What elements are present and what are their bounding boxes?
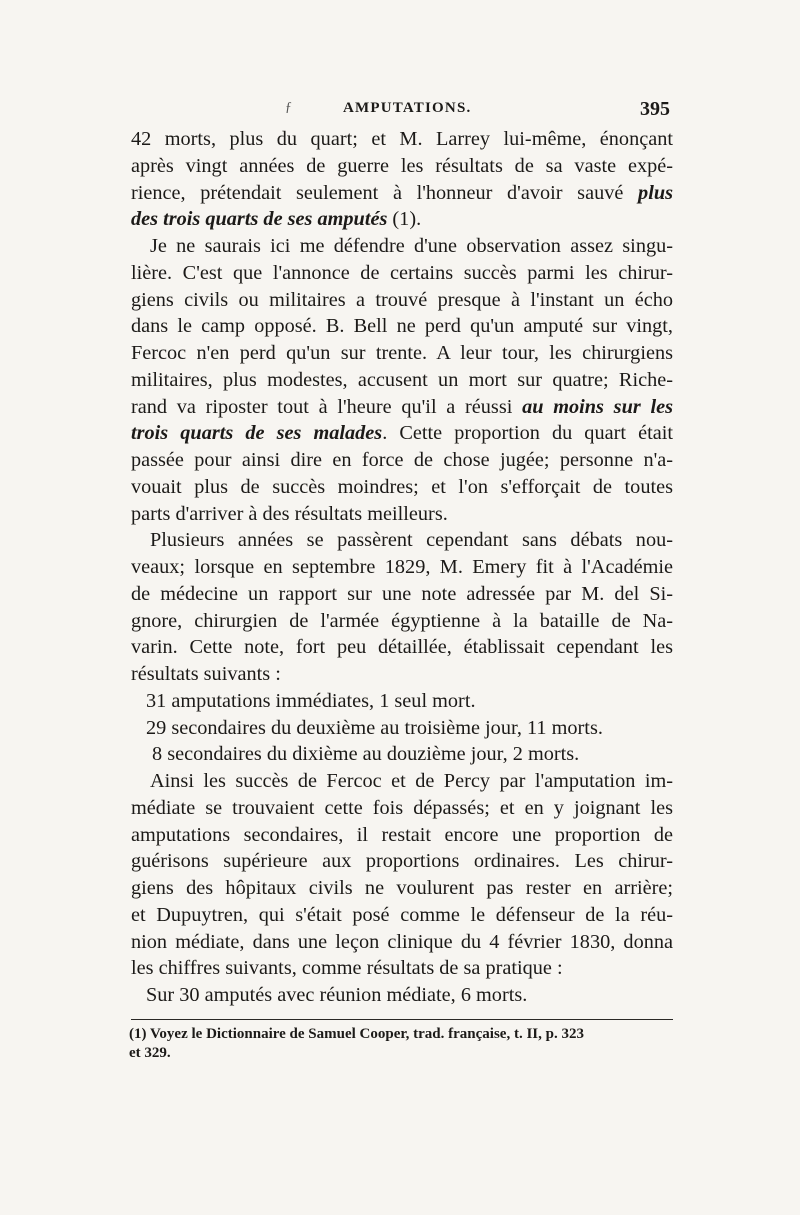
footnote-rule — [131, 1019, 673, 1020]
text-line: Ainsi les succès de Fercoc et de Percy par l'amputation im- — [150, 770, 673, 792]
footnote — [129, 1025, 674, 1063]
italic-text: des trois quarts de ses amputés — [131, 208, 388, 231]
text-line: veaux; lorsque en septembre 1829, M. Emery fit à l'Académie — [131, 556, 673, 578]
text-line: 42 morts, plus du quart; et M. Larrey lui-même, énonçant — [131, 128, 673, 150]
text-line: et Dupuytren, qui s'était posé comme le défenseur de la réu- — [131, 903, 673, 926]
stat-line: 8 secondaires du dixième au douzième jour, 2 morts. — [152, 743, 580, 766]
running-title: AMPUTATIONS. — [343, 100, 472, 116]
body-text — [131, 126, 673, 1009]
text-line: de médecine un rapport sur une note adressée par M. del Si- — [131, 582, 673, 605]
text-segment: . Cette proportion du quart était — [382, 422, 673, 445]
italic-text: plus — [638, 181, 673, 204]
text-line: Fercoc n'en perd qu'un sur trente. A leur tour, les chirurgiens — [131, 342, 673, 364]
footnote-ref: (1). — [387, 208, 422, 231]
text-line: Je ne saurais ici me défendre d'une observation assez singu- — [150, 235, 673, 257]
text-line: médiate se trouvaient cette fois dépassés; et en y joignant les — [131, 796, 673, 819]
text-line — [131, 394, 673, 421]
italic-text: trois quarts de ses malades — [131, 422, 383, 445]
text-line: les chiffres suivants, comme résultats de sa pratique : — [131, 957, 563, 980]
text-line: passée pour ainsi dire en force de chose jugée; personne n'a- — [131, 449, 673, 471]
text-line: Plusieurs années se passèrent cependant sans débats nou- — [150, 529, 673, 552]
text-line: militaires, plus modestes, accusent un mort sur quatre; Riche- — [131, 368, 673, 391]
text-line: lière. C'est que l'annonce de certains succès parmi les chirur- — [131, 261, 673, 284]
footnote-line: (1) Voyez le Dictionnaire de Samuel Cooper, trad. française, t. II, p. 323 — [129, 1026, 584, 1042]
text-line: giens civils ou militaires a trouvé presque à l'instant un écho — [131, 288, 673, 311]
stat-line: 31 amputations immédiates, 1 seul mort. — [146, 689, 476, 712]
text-line — [131, 180, 673, 207]
text-line: giens des hôpitaux civils ne voulurent pas rester en arrière; — [131, 877, 673, 899]
text-line — [131, 420, 673, 447]
header-mark: ƒ — [285, 100, 292, 115]
text-segment: rience, prétendait seulement à l'honneur d'avoir sauvé — [131, 181, 639, 204]
text-line: varin. Cette note, fort peu détaillée, établissait cependant les — [131, 636, 673, 659]
text-line: amputations secondaires, il restait encore une proportion de — [131, 823, 673, 846]
text-line — [131, 206, 673, 233]
text-line: guérisons supérieure aux proportions ordinaires. Les chirur- — [131, 850, 673, 873]
stat-line: 29 secondaires du deuxième au troisième jour, 11 morts. — [146, 716, 603, 739]
text-line: après vingt années de guerre les résultats de sa vaste expé- — [131, 154, 673, 177]
text-line: vouait plus de succès moindres; et l'on s'efforçait de toutes — [131, 475, 673, 498]
page-number: 395 — [640, 98, 670, 120]
text-line: gnore, chirurgien de l'armée égyptienne à la bataille de Na- — [131, 609, 673, 632]
running-header — [128, 98, 670, 122]
italic-text: au moins sur les — [522, 395, 673, 418]
text-line: résultats suivants : — [131, 663, 281, 685]
text-line: dans le camp opposé. B. Bell ne perd qu'un amputé sur vingt, — [131, 315, 673, 338]
text-segment: rand va riposter tout à l'heure qu'il a réussi — [131, 395, 523, 418]
footnote-line: et 329. — [129, 1045, 171, 1061]
text-line: Sur 30 amputés avec réunion médiate, 6 morts. — [146, 984, 528, 1006]
text-line: nion médiate, dans une leçon clinique du 4 février 1830, donna — [131, 930, 673, 953]
text-line: parts d'arriver à des résultats meilleurs. — [131, 502, 448, 525]
